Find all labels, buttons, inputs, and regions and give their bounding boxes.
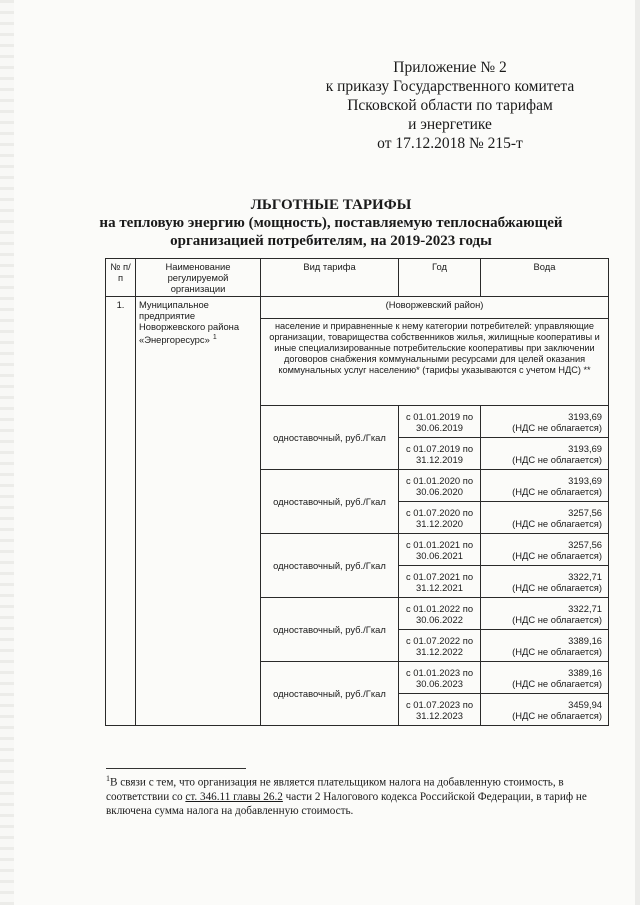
- annex-line-1: Приложение № 2: [393, 59, 507, 76]
- table-row: [106, 297, 609, 319]
- tariff-kind: одноставочный, руб./Гкал: [261, 662, 399, 726]
- period: с 01.01.2022 по 30.06.2022: [399, 598, 481, 630]
- annex-line-4: и энергетике: [408, 116, 492, 133]
- vat-note: (НДС не облагается): [512, 549, 602, 561]
- title-line-2: на тепловую энергию (мощность), поставляемую теплоснабжающей: [99, 215, 563, 231]
- header-num: № п/п: [106, 259, 136, 297]
- period: с 01.01.2019 по 30.06.2019: [399, 406, 481, 438]
- vat-note: (НДС не облагается): [512, 517, 602, 529]
- price-cell: [481, 470, 609, 502]
- tariff-kind: одноставочный, руб./Гкал: [261, 534, 399, 598]
- period: с 01.01.2023 по 30.06.2023: [399, 662, 481, 694]
- annex-line-2: к приказу Государственного комитета: [325, 78, 575, 95]
- price-cell: [481, 438, 609, 470]
- vat-note: (НДС не облагается): [512, 613, 602, 625]
- title-line-1: ЛЬГОТНЫЕ ТАРИФЫ: [250, 197, 412, 213]
- consumer-category: население и приравненные к нему категории потребителей: управляющие организации, товарищества собственников жилья, жилищные кооперативы и иные специализированные потребительские кооперативы при заключении договоров снабжения коммунальными ресурсами для целей оказания коммунальных услуг населению* (тарифы указываются с учетом НДС) **: [261, 319, 609, 406]
- annex-line-3: Псковской области по тарифам: [347, 97, 553, 114]
- header-org: Наименование регулируемой организации: [136, 259, 261, 297]
- vat-note: (НДС не облагается): [512, 485, 602, 497]
- price-cell: [481, 694, 609, 726]
- price-cell: [481, 534, 609, 566]
- price-cell: [481, 566, 609, 598]
- price-value: 3322,71: [568, 602, 602, 614]
- page-edge-right: [635, 0, 640, 905]
- period: с 01.07.2022 по 31.12.2022: [399, 630, 481, 662]
- vat-note: (НДС не облагается): [512, 677, 602, 689]
- table-header-row: [106, 259, 609, 297]
- price-value: 3193,69: [568, 474, 602, 486]
- org-cell: [136, 297, 261, 726]
- price-value: 3322,71: [568, 570, 602, 582]
- footnote: [106, 772, 606, 818]
- tariff-table: [105, 258, 609, 726]
- header-water: Вода: [481, 259, 609, 297]
- period: с 01.07.2023 по 31.12.2023: [399, 694, 481, 726]
- annex-header: [300, 58, 600, 153]
- price-value: 3257,56: [568, 506, 602, 518]
- footnote-divider: [106, 768, 246, 769]
- period: с 01.01.2020 по 30.06.2020: [399, 470, 481, 502]
- period: с 01.01.2021 по 30.06.2021: [399, 534, 481, 566]
- price-value: 3257,56: [568, 538, 602, 550]
- vat-note: (НДС не облагается): [512, 581, 602, 593]
- tax-code-link[interactable]: ст. 346.11 главы 26.2: [185, 790, 283, 803]
- period: с 01.07.2020 по 31.12.2020: [399, 502, 481, 534]
- title-line-3: организацией потребителям, на 2019-2023 годы: [170, 233, 492, 249]
- page-edge-shadow: [0, 0, 14, 905]
- price-cell: [481, 630, 609, 662]
- header-tariff-type: Вид тарифа: [261, 259, 399, 297]
- price-cell: [481, 502, 609, 534]
- price-cell: [481, 598, 609, 630]
- tariff-kind: одноставочный, руб./Гкал: [261, 406, 399, 470]
- annex-line-5: от 17.12.2018 № 215-т: [377, 135, 523, 152]
- district-cell: (Новоржевский район): [261, 297, 609, 319]
- header-year: Год: [399, 259, 481, 297]
- price-value: 3389,16: [568, 634, 602, 646]
- footnote-mark: 1: [212, 334, 217, 341]
- vat-note: (НДС не облагается): [512, 453, 602, 465]
- document-title: [96, 196, 566, 250]
- row-number: 1.: [106, 297, 136, 726]
- price-value: 3459,94: [568, 698, 602, 710]
- period: с 01.07.2019 по 31.12.2019: [399, 438, 481, 470]
- footnote-text-b: части 2 Налогового кодекса Российской Федерации, в тариф не включена сумма налога на добавленную стоимость.: [106, 790, 587, 817]
- price-value: 3389,16: [568, 666, 602, 678]
- tariff-kind: одноставочный, руб./Гкал: [261, 598, 399, 662]
- vat-note: (НДС не облагается): [512, 645, 602, 657]
- price-value: 3193,69: [568, 442, 602, 454]
- footnote-text-a: В связи с тем, что организация не является плательщиком налога на добавленную стоимость, в соответствии со: [106, 776, 564, 803]
- org-name: Муниципальное предприятие Новоржевского района «Энергоресурс»: [139, 299, 240, 346]
- price-value: 3193,69: [568, 410, 602, 422]
- price-cell: [481, 662, 609, 694]
- price-cell: [481, 406, 609, 438]
- vat-note: (НДС не облагается): [512, 421, 602, 433]
- vat-note: (НДС не облагается): [512, 709, 602, 721]
- period: с 01.07.2021 по 31.12.2021: [399, 566, 481, 598]
- footnote-number: 1: [106, 774, 110, 783]
- tariff-kind: одноставочный, руб./Гкал: [261, 470, 399, 534]
